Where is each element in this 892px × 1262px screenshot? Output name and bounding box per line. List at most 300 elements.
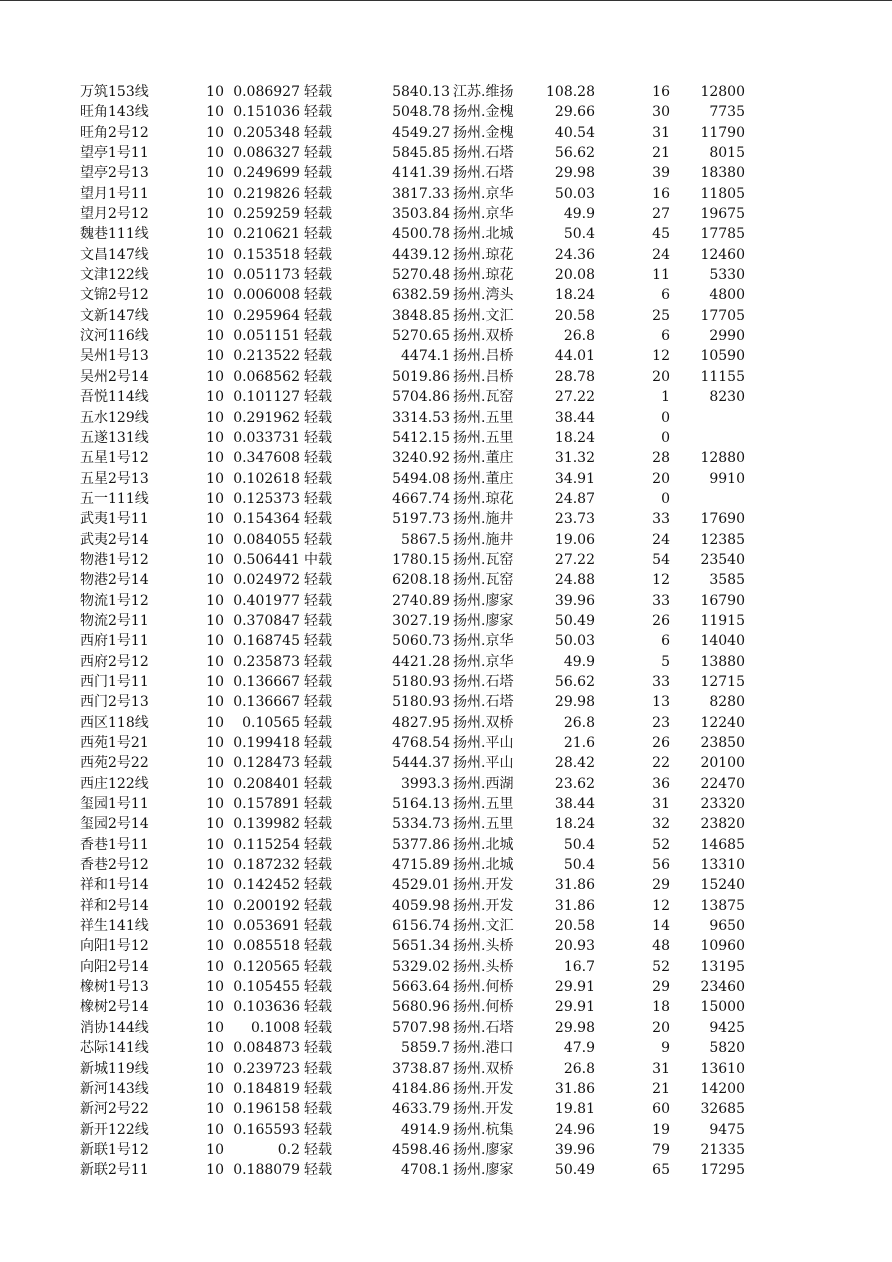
load-ratio-cell: 0.103636 — [233, 999, 300, 1016]
voltage-cell: 10 — [206, 653, 224, 670]
table-row — [0, 448, 892, 468]
line-name-cell: 新城119线 — [80, 1060, 149, 1077]
line-name-cell: 物港1号12 — [80, 551, 149, 568]
table-row — [0, 367, 892, 387]
load-status-cell: 轻载 — [304, 836, 332, 853]
length-cell: 38.44 — [554, 409, 595, 426]
count-cell: 21 — [652, 1080, 670, 1097]
capacity-cell: 12385 — [700, 531, 745, 548]
substation-cell: 扬州.开发 — [453, 1080, 514, 1097]
load-ratio-cell: 0.084055 — [233, 531, 300, 548]
length-cell: 16.7 — [563, 958, 595, 975]
substation-cell: 扬州.港口 — [453, 1040, 514, 1057]
voltage-cell: 10 — [206, 633, 224, 650]
count-cell: 56 — [652, 857, 670, 874]
load-status-cell: 轻载 — [304, 450, 332, 467]
count-cell: 0 — [661, 429, 670, 446]
substation-cell: 扬州.平山 — [453, 755, 514, 772]
capacity-cell: 15000 — [700, 999, 745, 1016]
substation-cell: 扬州.北城 — [453, 836, 514, 853]
length-cell: 28.42 — [554, 755, 595, 772]
length-cell: 31.86 — [554, 897, 595, 914]
length-cell: 39.96 — [554, 592, 595, 609]
load-status-cell: 轻载 — [304, 287, 332, 304]
line-name-cell: 旺角143线 — [80, 104, 149, 121]
table-row — [0, 611, 892, 631]
substation-cell: 扬州.五里 — [453, 796, 514, 813]
table-row — [0, 82, 892, 102]
capacity-margin-cell: 5704.86 — [392, 389, 450, 406]
length-cell: 24.87 — [554, 490, 595, 507]
capacity-margin-cell: 4768.54 — [392, 735, 450, 751]
count-cell: 48 — [652, 938, 670, 955]
length-cell: 50.03 — [554, 185, 595, 202]
load-ratio-cell: 0.187232 — [233, 857, 300, 874]
line-name-cell: 玺园1号11 — [80, 796, 149, 813]
load-ratio-cell: 0.2 — [277, 1141, 300, 1158]
table-row — [0, 163, 892, 183]
length-cell: 50.49 — [554, 1162, 595, 1179]
load-status-cell: 轻载 — [304, 918, 332, 935]
line-name-cell: 文津122线 — [80, 267, 149, 284]
capacity-margin-cell: 5048.78 — [392, 104, 450, 121]
substation-cell: 扬州.何桥 — [453, 979, 514, 996]
table-row — [0, 570, 892, 590]
load-status-cell: 轻载 — [304, 673, 332, 690]
voltage-cell: 10 — [206, 206, 224, 223]
line-name-cell: 香巷1号11 — [80, 836, 149, 853]
capacity-margin-cell: 5412.15 — [392, 429, 450, 446]
top-border-line — [0, 0, 892, 1]
count-cell: 60 — [652, 1101, 670, 1118]
capacity-margin-cell: 4827.95 — [392, 714, 450, 731]
substation-cell: 扬州.金槐 — [453, 124, 514, 141]
load-ratio-cell: 0.006008 — [233, 287, 300, 304]
length-cell: 49.9 — [563, 653, 595, 670]
length-cell: 20.58 — [554, 918, 595, 935]
voltage-cell: 10 — [206, 511, 224, 528]
voltage-cell: 10 — [206, 1162, 224, 1179]
substation-cell: 扬州.五里 — [453, 409, 514, 426]
substation-cell: 扬州.五里 — [453, 816, 514, 833]
line-name-cell: 望亭2号13 — [80, 165, 149, 182]
load-ratio-cell: 0.086327 — [233, 145, 300, 162]
load-ratio-cell: 0.157891 — [233, 796, 300, 813]
count-cell: 6 — [661, 633, 670, 650]
line-name-cell: 物流2号11 — [80, 612, 149, 629]
load-ratio-cell: 0.139982 — [233, 816, 300, 833]
capacity-margin-cell: 3848.85 — [392, 307, 450, 324]
table-row — [0, 550, 892, 570]
length-cell: 44.01 — [554, 348, 595, 365]
count-cell: 31 — [652, 1060, 670, 1077]
capacity-margin-cell: 1780.15 — [392, 551, 450, 568]
capacity-margin-cell: 5329.02 — [392, 958, 450, 975]
load-status-cell: 轻载 — [304, 348, 332, 365]
line-name-cell: 望月1号11 — [80, 185, 149, 202]
line-name-cell: 玺园2号14 — [80, 816, 149, 833]
line-name-cell: 五遂131线 — [80, 429, 149, 446]
length-cell: 39.96 — [554, 1141, 595, 1158]
count-cell: 36 — [652, 775, 670, 792]
load-ratio-cell: 0.235873 — [233, 653, 300, 670]
capacity-cell: 17295 — [700, 1162, 745, 1179]
voltage-cell: 10 — [206, 836, 224, 853]
length-cell: 29.98 — [554, 694, 595, 711]
load-status-cell: 轻载 — [304, 409, 332, 426]
capacity-cell: 17690 — [700, 511, 745, 528]
table-row — [0, 692, 892, 712]
line-name-cell: 新联1号12 — [80, 1141, 149, 1158]
substation-cell: 扬州.湾头 — [453, 287, 514, 304]
load-ratio-cell: 0.168745 — [233, 633, 300, 650]
line-name-cell: 吴州2号14 — [80, 368, 149, 385]
load-status-cell: 轻载 — [304, 1080, 332, 1097]
table-row — [0, 408, 892, 428]
capacity-cell: 12800 — [700, 84, 745, 100]
line-name-cell: 五一111线 — [80, 490, 149, 507]
count-cell: 22 — [652, 755, 670, 772]
count-cell: 18 — [652, 999, 670, 1016]
table-row — [0, 1160, 892, 1180]
capacity-margin-cell: 4914.9 — [401, 1121, 450, 1138]
capacity-cell: 9650 — [709, 918, 745, 935]
capacity-margin-cell: 3314.53 — [392, 409, 450, 426]
capacity-margin-cell: 3503.84 — [392, 206, 450, 223]
line-name-cell: 旺角2号12 — [80, 124, 149, 141]
substation-cell: 扬州.廖家 — [453, 612, 514, 629]
load-status-cell: 轻载 — [304, 145, 332, 162]
length-cell: 49.9 — [563, 206, 595, 223]
line-name-cell: 香巷2号12 — [80, 857, 149, 874]
capacity-margin-cell: 4059.98 — [392, 897, 450, 914]
line-name-cell: 祥和2号14 — [80, 897, 149, 914]
length-cell: 23.73 — [554, 511, 595, 528]
load-status-cell: 轻载 — [304, 531, 332, 548]
substation-cell: 扬州.琼花 — [453, 490, 514, 507]
length-cell: 18.24 — [554, 429, 595, 446]
load-status-cell: 轻载 — [304, 857, 332, 874]
substation-cell: 扬州.琼花 — [453, 246, 514, 263]
capacity-cell: 14040 — [700, 633, 745, 650]
capacity-margin-cell: 3738.87 — [392, 1060, 450, 1077]
capacity-margin-cell: 6208.18 — [392, 572, 450, 589]
load-status-cell: 轻载 — [304, 226, 332, 243]
substation-cell: 扬州.平山 — [453, 735, 514, 751]
capacity-margin-cell: 3240.92 — [392, 450, 450, 467]
capacity-cell: 8015 — [709, 145, 745, 162]
load-ratio-cell: 0.102618 — [233, 470, 300, 487]
load-ratio-cell: 0.347608 — [233, 450, 300, 467]
substation-cell: 扬州.吕桥 — [453, 348, 514, 365]
count-cell: 6 — [661, 287, 670, 304]
voltage-cell: 10 — [206, 796, 224, 813]
length-cell: 19.06 — [554, 531, 595, 548]
substation-cell: 扬州.董庄 — [453, 450, 514, 467]
substation-cell: 扬州.北城 — [453, 226, 514, 243]
load-ratio-cell: 0.136667 — [233, 694, 300, 711]
capacity-margin-cell: 5859.7 — [401, 1040, 450, 1057]
capacity-margin-cell: 5060.73 — [392, 633, 450, 650]
load-status-cell: 轻载 — [304, 328, 332, 345]
table-row — [0, 591, 892, 611]
count-cell: 79 — [652, 1141, 670, 1158]
voltage-cell: 10 — [206, 287, 224, 304]
load-status-cell: 轻载 — [304, 267, 332, 284]
capacity-margin-cell: 5270.48 — [392, 267, 450, 284]
count-cell: 54 — [652, 551, 670, 568]
capacity-cell: 13310 — [700, 857, 745, 874]
capacity-cell: 12240 — [700, 714, 745, 731]
capacity-cell: 13875 — [700, 897, 745, 914]
voltage-cell: 10 — [206, 429, 224, 446]
capacity-cell: 16790 — [700, 592, 745, 609]
load-status-cell: 轻载 — [304, 1141, 332, 1158]
length-cell: 50.4 — [563, 857, 595, 874]
capacity-margin-cell: 6382.59 — [392, 287, 450, 304]
capacity-cell: 23540 — [700, 551, 745, 568]
count-cell: 33 — [652, 511, 670, 528]
load-ratio-cell: 0.10565 — [242, 714, 300, 731]
voltage-cell: 10 — [206, 389, 224, 406]
capacity-cell: 21335 — [700, 1141, 745, 1158]
substation-cell: 扬州.施井 — [453, 531, 514, 548]
load-status-cell: 轻载 — [304, 368, 332, 385]
substation-cell: 扬州.五里 — [453, 429, 514, 446]
length-cell: 50.4 — [563, 836, 595, 853]
count-cell: 20 — [652, 368, 670, 385]
capacity-margin-cell: 3993.3 — [401, 775, 450, 792]
voltage-cell: 10 — [206, 1141, 224, 1158]
line-name-cell: 物流1号12 — [80, 592, 149, 609]
capacity-cell: 11155 — [700, 368, 745, 385]
load-ratio-cell: 0.101127 — [233, 389, 300, 406]
length-cell: 23.62 — [554, 775, 595, 792]
substation-cell: 扬州.何桥 — [453, 999, 514, 1016]
count-cell: 12 — [652, 897, 670, 914]
capacity-margin-cell: 5444.37 — [392, 755, 450, 772]
capacity-margin-cell: 5019.86 — [392, 368, 450, 385]
load-ratio-cell: 0.200192 — [233, 897, 300, 914]
load-status-cell: 轻载 — [304, 735, 332, 751]
voltage-cell: 10 — [206, 612, 224, 629]
voltage-cell: 10 — [206, 1019, 224, 1036]
capacity-margin-cell: 4184.86 — [392, 1080, 450, 1097]
load-status-cell: 轻载 — [304, 511, 332, 528]
voltage-cell: 10 — [206, 470, 224, 487]
capacity-cell: 17785 — [700, 226, 745, 243]
load-ratio-cell: 0.115254 — [233, 836, 300, 853]
capacity-margin-cell: 5840.13 — [392, 84, 450, 100]
length-cell: 27.22 — [554, 551, 595, 568]
load-ratio-cell: 0.051173 — [233, 267, 300, 284]
line-name-cell: 向阳1号12 — [80, 938, 149, 955]
length-cell: 34.91 — [554, 470, 595, 487]
load-ratio-cell: 0.151036 — [233, 104, 300, 121]
load-ratio-cell: 0.154364 — [233, 511, 300, 528]
table-row — [0, 672, 892, 692]
load-ratio-cell: 0.199418 — [233, 735, 300, 751]
load-ratio-cell: 0.259259 — [233, 206, 300, 223]
capacity-cell: 9425 — [709, 1019, 745, 1036]
substation-cell: 扬州.董庄 — [453, 470, 514, 487]
capacity-margin-cell: 5377.86 — [392, 836, 450, 853]
voltage-cell: 10 — [206, 979, 224, 996]
length-cell: 28.78 — [554, 368, 595, 385]
voltage-cell: 10 — [206, 775, 224, 792]
load-status-cell: 轻载 — [304, 897, 332, 914]
load-ratio-cell: 0.210621 — [233, 226, 300, 243]
substation-cell: 扬州.杭集 — [453, 1121, 514, 1138]
length-cell: 18.24 — [554, 287, 595, 304]
load-status-cell: 轻载 — [304, 206, 332, 223]
capacity-cell: 19675 — [700, 206, 745, 223]
table-row — [0, 916, 892, 936]
load-status-cell: 轻载 — [304, 1040, 332, 1057]
voltage-cell: 10 — [206, 307, 224, 324]
load-ratio-cell: 0.165593 — [233, 1121, 300, 1138]
line-name-cell: 西区118线 — [80, 714, 149, 731]
table-row — [0, 469, 892, 489]
count-cell: 5 — [661, 653, 670, 670]
substation-cell: 扬州.开发 — [453, 1101, 514, 1118]
voltage-cell: 10 — [206, 877, 224, 894]
count-cell: 31 — [652, 796, 670, 813]
load-status-cell: 轻载 — [304, 958, 332, 975]
voltage-cell: 10 — [206, 226, 224, 243]
spreadsheet-table — [0, 82, 892, 1181]
count-cell: 31 — [652, 124, 670, 141]
load-ratio-cell: 0.370847 — [233, 612, 300, 629]
load-status-cell: 轻载 — [304, 307, 332, 324]
table-row — [0, 143, 892, 163]
length-cell: 24.88 — [554, 572, 595, 589]
line-name-cell: 新开122线 — [80, 1121, 149, 1138]
load-status-cell: 轻载 — [304, 816, 332, 833]
load-ratio-cell: 0.239723 — [233, 1060, 300, 1077]
length-cell: 108.28 — [546, 84, 595, 100]
capacity-margin-cell: 4529.01 — [392, 877, 450, 894]
count-cell: 24 — [652, 246, 670, 263]
count-cell: 0 — [661, 409, 670, 426]
table-row — [0, 509, 892, 529]
substation-cell: 扬州.京华 — [453, 185, 514, 202]
capacity-margin-cell: 4439.12 — [392, 246, 450, 263]
line-name-cell: 祥生141线 — [80, 918, 149, 935]
line-name-cell: 西苑2号22 — [80, 755, 149, 772]
table-row — [0, 713, 892, 733]
table-row — [0, 387, 892, 407]
capacity-margin-cell: 3817.33 — [392, 185, 450, 202]
load-status-cell: 轻载 — [304, 490, 332, 507]
voltage-cell: 10 — [206, 165, 224, 182]
load-ratio-cell: 0.401977 — [233, 592, 300, 609]
line-name-cell: 吾悦114线 — [80, 389, 149, 406]
capacity-cell: 3585 — [709, 572, 745, 589]
load-status-cell: 中载 — [304, 551, 332, 568]
table-row — [0, 306, 892, 326]
table-row — [0, 123, 892, 143]
voltage-cell: 10 — [206, 348, 224, 365]
load-ratio-cell: 0.085518 — [233, 938, 300, 955]
length-cell: 40.54 — [554, 124, 595, 141]
table-row — [0, 794, 892, 814]
length-cell: 50.49 — [554, 612, 595, 629]
capacity-cell: 11790 — [700, 124, 745, 141]
voltage-cell: 10 — [206, 694, 224, 711]
load-status-cell: 轻载 — [304, 938, 332, 955]
load-ratio-cell: 0.506441 — [233, 551, 300, 568]
table-row — [0, 814, 892, 834]
count-cell: 20 — [652, 470, 670, 487]
length-cell: 20.08 — [554, 267, 595, 284]
load-status-cell: 轻载 — [304, 755, 332, 772]
table-row — [0, 224, 892, 244]
load-status-cell: 轻载 — [304, 1019, 332, 1036]
substation-cell: 扬州.文汇 — [453, 918, 514, 935]
line-name-cell: 西门1号11 — [80, 673, 149, 690]
load-ratio-cell: 0.295964 — [233, 307, 300, 324]
table-row — [0, 855, 892, 875]
line-name-cell: 文昌147线 — [80, 246, 149, 263]
load-ratio-cell: 0.068562 — [233, 368, 300, 385]
load-status-cell: 轻载 — [304, 653, 332, 670]
voltage-cell: 10 — [206, 673, 224, 690]
voltage-cell: 10 — [206, 267, 224, 284]
table-row — [0, 428, 892, 448]
count-cell: 19 — [652, 1121, 670, 1138]
count-cell: 16 — [652, 185, 670, 202]
load-ratio-cell: 0.105455 — [233, 979, 300, 996]
load-ratio-cell: 0.051151 — [233, 328, 300, 345]
line-name-cell: 橡树1号13 — [80, 979, 149, 996]
capacity-cell: 15240 — [700, 877, 745, 894]
substation-cell: 扬州.瓦窑 — [453, 551, 514, 568]
count-cell: 23 — [652, 714, 670, 731]
line-name-cell: 芯际141线 — [80, 1040, 149, 1057]
capacity-margin-cell: 3027.19 — [392, 612, 450, 629]
count-cell: 6 — [661, 328, 670, 345]
capacity-cell: 12715 — [700, 673, 745, 690]
load-ratio-cell: 0.153518 — [233, 246, 300, 263]
count-cell: 16 — [652, 84, 670, 100]
load-status-cell: 轻载 — [304, 1101, 332, 1118]
table-row — [0, 1099, 892, 1119]
load-status-cell: 轻载 — [304, 796, 332, 813]
line-name-cell: 望亭1号11 — [80, 145, 149, 162]
line-name-cell: 新河2号22 — [80, 1101, 149, 1118]
substation-cell: 扬州.北城 — [453, 857, 514, 874]
length-cell: 24.36 — [554, 246, 595, 263]
capacity-margin-cell: 5867.5 — [401, 531, 450, 548]
voltage-cell: 10 — [206, 857, 224, 874]
line-name-cell: 万筑153线 — [80, 84, 149, 100]
substation-cell: 扬州.头桥 — [453, 958, 514, 975]
voltage-cell: 10 — [206, 1080, 224, 1097]
table-row — [0, 977, 892, 997]
load-ratio-cell: 0.1008 — [251, 1019, 300, 1036]
capacity-margin-cell: 5334.73 — [392, 816, 450, 833]
voltage-cell: 10 — [206, 897, 224, 914]
load-ratio-cell: 0.213522 — [233, 348, 300, 365]
load-status-cell: 轻载 — [304, 633, 332, 650]
voltage-cell: 10 — [206, 755, 224, 772]
substation-cell: 扬州.瓦窑 — [453, 389, 514, 406]
substation-cell: 扬州.廖家 — [453, 1162, 514, 1179]
load-ratio-cell: 0.136667 — [233, 673, 300, 690]
substation-cell: 扬州.吕桥 — [453, 368, 514, 385]
length-cell: 27.22 — [554, 389, 595, 406]
